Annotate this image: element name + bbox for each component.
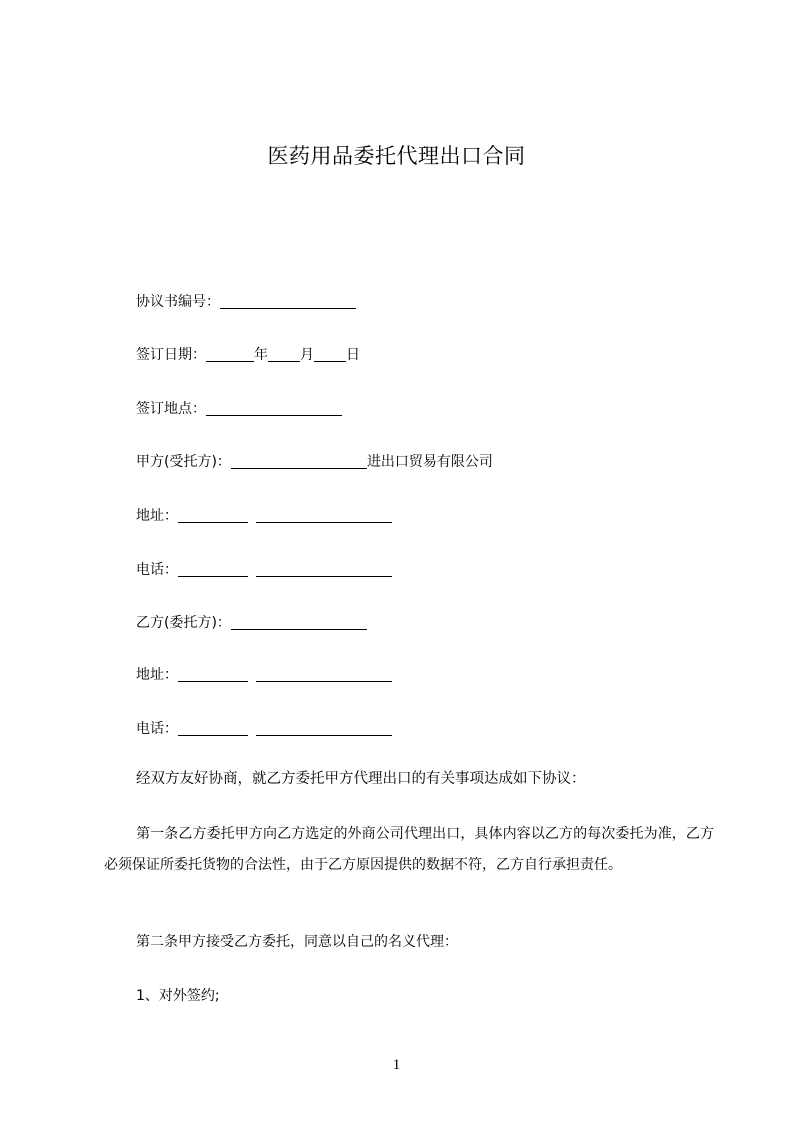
preamble-text: 经双方友好协商，就乙方委托甲方代理出口的有关事项达成如下协议： (136, 771, 586, 787)
party-b-address-line (136, 665, 392, 685)
agreement-number-label: 协议书编号： (136, 294, 220, 310)
article-1 (104, 819, 714, 881)
item-1-text: 1、对外签约; (136, 988, 220, 1004)
article-2-text: 第二条甲方接受乙方委托，同意以自己的名义代理： (136, 934, 458, 950)
party-a-phone-label: 电话： (136, 562, 178, 578)
party-b-name-blank[interactable] (231, 614, 367, 630)
party-b-address-label: 地址： (136, 667, 178, 683)
day-label: 日 (346, 347, 360, 363)
party-a-address-label: 地址： (136, 508, 178, 524)
party-b-address-blank-2[interactable] (256, 666, 392, 682)
party-a-phone-line (136, 560, 392, 580)
party-a-phone-blank-2[interactable] (256, 561, 392, 577)
party-a-address-blank-1[interactable] (178, 507, 248, 523)
sign-year-blank[interactable] (206, 346, 254, 362)
sign-date-line (136, 345, 360, 365)
party-b-phone-blank-1[interactable] (178, 720, 248, 736)
agreement-number-line (136, 292, 356, 312)
sign-place-label: 签订地点： (136, 401, 206, 417)
party-a-label: 甲方(受托方)： (136, 454, 231, 470)
party-b-line (136, 613, 367, 633)
party-b-phone-line (136, 719, 392, 739)
document-title: 医药用品委托代理出口合同 (267, 144, 526, 168)
party-a-name-blank[interactable] (231, 453, 367, 469)
party-b-address-blank-1[interactable] (178, 666, 248, 682)
month-label: 月 (300, 347, 314, 363)
party-b-label: 乙方(委托方)： (136, 615, 231, 631)
party-a-company-suffix: 进出口贸易有限公司 (366, 454, 493, 470)
sign-date-label: 签订日期： (136, 347, 206, 363)
sign-day-blank[interactable] (314, 346, 346, 362)
party-a-line (136, 452, 493, 472)
article-1-text: 第一条乙方委托甲方向乙方选定的外商公司代理出口，具体内容以乙方的每次委托为准，乙方必须保证所委托货物的合法性，由于乙方原因提供的数据不符，乙方自行承担责任。 (104, 826, 714, 873)
sign-place-blank[interactable] (206, 400, 342, 416)
party-a-address-line (136, 506, 392, 526)
agreement-number-blank[interactable] (220, 293, 356, 309)
party-b-phone-blank-2[interactable] (256, 720, 392, 736)
sign-month-blank[interactable] (268, 346, 300, 362)
year-label: 年 (254, 347, 268, 363)
party-b-phone-label: 电话： (136, 721, 178, 737)
party-a-address-blank-2[interactable] (256, 507, 392, 523)
party-a-phone-blank-1[interactable] (178, 561, 248, 577)
sign-place-line (136, 399, 342, 419)
page-number: 1 (392, 1057, 401, 1073)
